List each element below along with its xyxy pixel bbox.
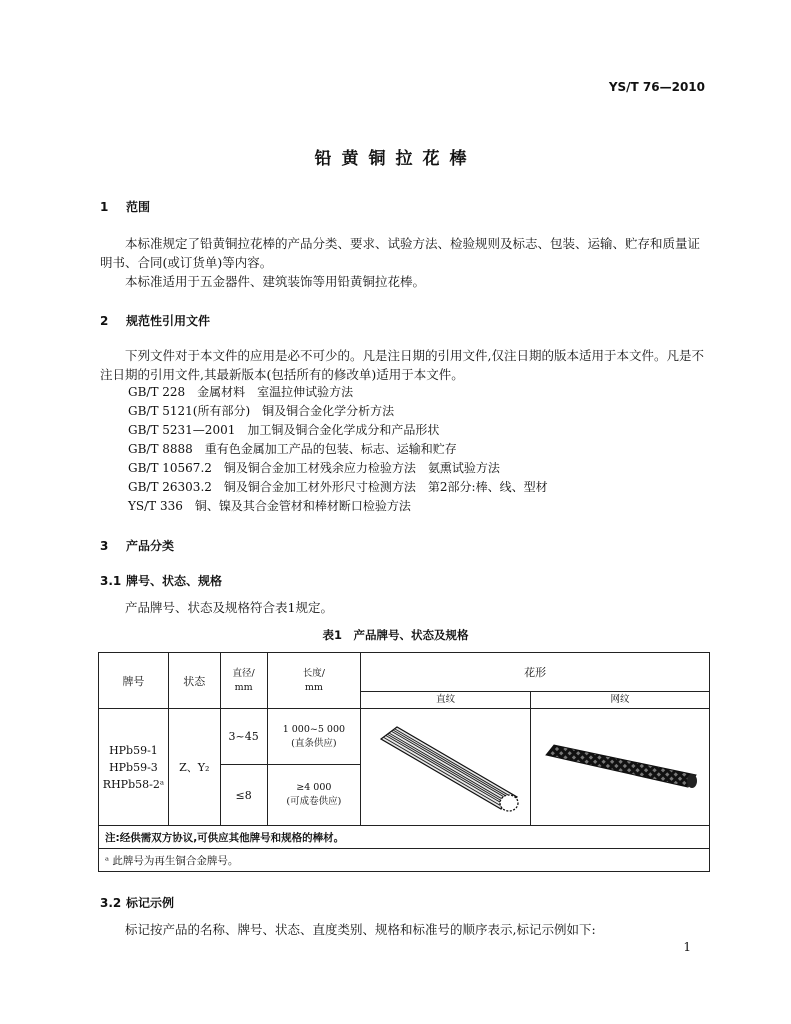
temper-cell: Z、Y₂	[168, 709, 220, 826]
straight-knurled-rod-illustration	[371, 717, 521, 817]
diameter-cell: ≤8	[220, 765, 267, 826]
reference-item: GB/T 10567.2 铜及铜合金加工材残余应力检验方法 氨熏试验方法	[128, 461, 500, 475]
straight-pattern-image-cell	[361, 709, 531, 826]
standard-code: YS/T 76—2010	[608, 80, 705, 94]
references-intro: 下列文件对于本文件的应用是必不可少的。凡是注日期的引用文件,仅注日期的版本适用于本文件。凡是不注日期的引用文件,其最新版本(包括所有的修改单)适用于本文件。	[100, 348, 704, 382]
header-diameter	[220, 653, 267, 709]
section-title: 牌号、状态、规格	[126, 574, 223, 588]
reference-item: GB/T 5121(所有部分) 铜及铜合金化学分析方法	[128, 404, 395, 418]
grade-item: HPb59-3	[109, 760, 158, 774]
table-footnote: ᵃ 此牌号为再生铜合金牌号。	[99, 849, 710, 872]
section-number: 2	[100, 314, 109, 328]
document-title: 铅黄铜拉花棒	[314, 149, 477, 169]
section-3-2-heading	[100, 894, 174, 911]
grade-item: RHPb58-2ᵃ	[102, 777, 165, 791]
section-title: 规范性引用文件	[126, 314, 211, 328]
reference-item: GB/T 5231—2001 加工铜及铜合金化学成分和产品形状	[128, 423, 440, 437]
length-note: (直条供应)	[291, 737, 337, 749]
scope-paragraph-2: 本标准适用于五金器件、建筑装饰等用铅黄铜拉花棒。	[125, 274, 426, 289]
header-length-label: 长度/	[302, 667, 325, 679]
section-number: 1	[100, 200, 109, 214]
reference-item: GB/T 228 金属材料 室温拉伸试验方法	[128, 385, 354, 399]
header-length	[267, 653, 361, 709]
section-title: 标记示例	[126, 896, 175, 910]
header-grade: 牌号	[99, 653, 169, 709]
mesh-pattern-image-cell	[531, 709, 710, 826]
grade-item: HPb59-1	[109, 743, 158, 757]
length-value: ≥4 000	[296, 782, 332, 793]
pattern-mesh-label: 网纹	[531, 692, 710, 709]
section-1-heading	[100, 198, 150, 215]
section-3-2-paragraph: 标记按产品的名称、牌号、状态、直度类别、规格和标准号的顺序表示,标记示例如下:	[125, 922, 596, 937]
section-number: 3	[100, 539, 109, 553]
section-2-heading	[100, 312, 210, 329]
section-number: 3.2	[100, 896, 122, 910]
grade-cell	[99, 709, 169, 826]
reference-list	[128, 383, 548, 516]
section-3-heading	[100, 537, 174, 554]
section-title: 产品分类	[126, 539, 175, 553]
length-cell	[267, 765, 361, 826]
section-3-1-paragraph: 产品牌号、状态及规格符合表1规定。	[125, 600, 333, 615]
header-pattern: 花形	[361, 653, 710, 692]
length-cell	[267, 709, 361, 765]
header-diameter-unit: mm	[234, 681, 253, 693]
spec-table	[98, 652, 710, 872]
section-3-1-heading	[100, 572, 222, 589]
table-note: 注:经供需双方协议,可供应其他牌号和规格的棒材。	[99, 826, 710, 849]
pattern-straight-label: 直纹	[361, 692, 531, 709]
reference-item: GB/T 26303.2 铜及铜合金加工材外形尺寸检测方法 第2部分:棒、线、型材	[128, 480, 548, 494]
mesh-knurled-rod-illustration	[540, 737, 700, 797]
header-temper: 状态	[168, 653, 220, 709]
section-title: 范围	[126, 200, 151, 214]
section-number: 3.1	[100, 574, 122, 588]
reference-item: GB/T 8888 重有色金属加工产品的包装、标志、运输和贮存	[128, 442, 457, 456]
diameter-cell: 3~45	[220, 709, 267, 765]
header-length-unit: mm	[304, 681, 323, 693]
length-value: 1 000~5 000	[282, 723, 346, 735]
reference-item: YS/T 336 铜、镍及其合金管材和棒材断口检验方法	[128, 499, 411, 513]
length-note: (可成卷供应)	[286, 796, 342, 807]
scope-paragraph-1: 本标准规定了铅黄铜拉花棒的产品分类、要求、试验方法、检验规则及标志、包装、运输、贮存和质量证明书、合同(或订货单)等内容。	[100, 236, 701, 270]
table-caption: 表1 产品牌号、状态及规格	[322, 628, 469, 642]
header-diameter-label: 直径/	[232, 667, 255, 679]
page-number: 1	[683, 940, 691, 954]
